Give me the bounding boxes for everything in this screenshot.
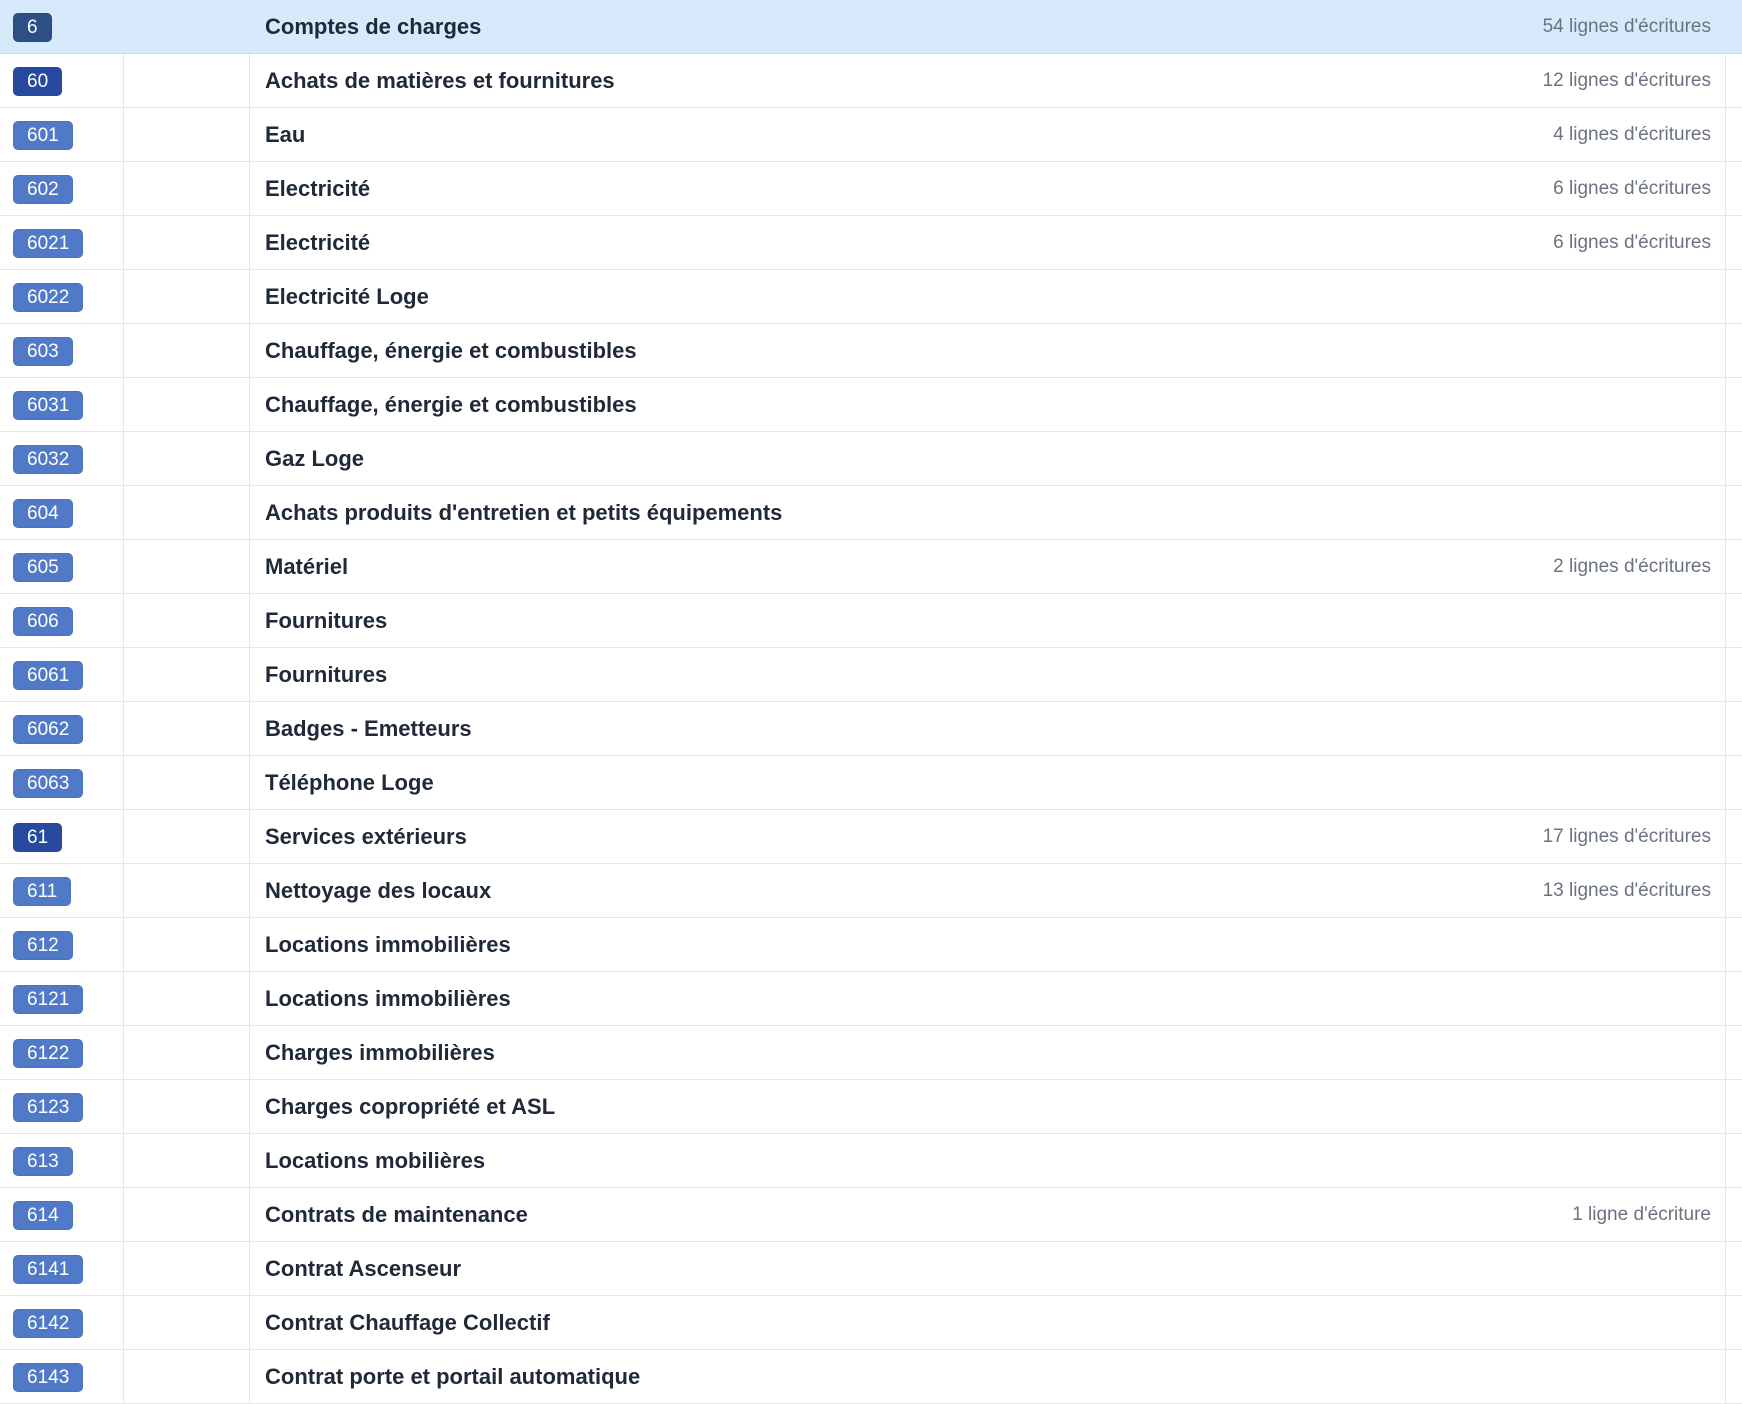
empty-cell <box>124 1350 250 1403</box>
account-label: Contrat porte et portail automatique <box>265 1364 641 1389</box>
table-row[interactable] <box>0 270 1742 324</box>
account-label-cell <box>250 378 1726 431</box>
table-row[interactable] <box>0 1296 1742 1350</box>
account-label: Electricité <box>265 176 371 201</box>
account-label-cell <box>250 648 1726 701</box>
table-row[interactable] <box>0 594 1742 648</box>
entry-count: 1 ligne d'écriture <box>1572 1204 1711 1225</box>
account-code-cell <box>0 324 124 377</box>
account-label-cell <box>250 432 1726 485</box>
account-label-cell <box>250 756 1726 809</box>
table-row[interactable] <box>0 486 1742 540</box>
account-label-cell <box>250 1242 1726 1295</box>
account-label: Charges copropriété et ASL <box>265 1094 556 1119</box>
account-label-cell <box>250 270 1726 323</box>
account-label-cell <box>250 864 1726 917</box>
account-label: Services extérieurs <box>265 824 467 849</box>
account-label-cell <box>250 810 1726 863</box>
account-code-badge: 6032 <box>13 445 83 474</box>
empty-cell <box>124 1242 250 1295</box>
account-label: Badges - Emetteurs <box>265 716 472 741</box>
account-code-cell <box>0 594 124 647</box>
account-code-badge: 6062 <box>13 715 83 744</box>
account-code-badge: 612 <box>13 931 73 960</box>
account-code-cell <box>0 810 124 863</box>
account-label-cell <box>250 540 1726 593</box>
account-code-badge: 6121 <box>13 985 83 1014</box>
table-row[interactable] <box>0 216 1742 270</box>
account-code-badge: 601 <box>13 121 73 150</box>
empty-cell <box>124 810 250 863</box>
account-code-cell <box>0 108 124 161</box>
account-label: Gaz Loge <box>265 446 365 471</box>
table-row[interactable] <box>0 1134 1742 1188</box>
account-code-cell <box>0 864 124 917</box>
table-row[interactable] <box>0 756 1742 810</box>
account-code-cell <box>0 972 124 1025</box>
account-label: Nettoyage des locaux <box>265 878 492 903</box>
account-code-badge: 603 <box>13 337 73 366</box>
table-row[interactable] <box>0 918 1742 972</box>
table-row[interactable] <box>0 648 1742 702</box>
table-row[interactable] <box>0 1188 1742 1242</box>
account-label-cell <box>250 216 1726 269</box>
account-label: Chauffage, énergie et combustibles <box>265 338 637 363</box>
account-code-badge: 6063 <box>13 769 83 798</box>
account-code-cell <box>0 54 124 107</box>
entry-count: 12 lignes d'écritures <box>1542 70 1711 91</box>
account-label: Locations mobilières <box>265 1148 486 1173</box>
account-code-cell <box>0 1134 124 1187</box>
entry-count: 17 lignes d'écritures <box>1542 826 1711 847</box>
account-label-cell <box>250 324 1726 377</box>
account-label: Contrats de maintenance <box>265 1202 528 1227</box>
empty-cell <box>124 54 250 107</box>
account-label-cell <box>250 1026 1726 1079</box>
account-code-cell <box>0 162 124 215</box>
empty-cell <box>124 756 250 809</box>
account-code-cell <box>0 1350 124 1403</box>
account-label: Locations immobilières <box>265 932 511 957</box>
table-row[interactable] <box>0 864 1742 918</box>
table-row[interactable] <box>0 324 1742 378</box>
empty-cell <box>124 1026 250 1079</box>
account-code-cell <box>0 756 124 809</box>
account-code-cell <box>0 702 124 755</box>
empty-cell <box>124 1134 250 1187</box>
account-label: Matériel <box>265 554 349 579</box>
table-row[interactable] <box>0 1080 1742 1134</box>
empty-cell <box>124 702 250 755</box>
account-code-cell <box>0 1242 124 1295</box>
account-code-badge: 614 <box>13 1201 73 1230</box>
account-code-cell <box>0 486 124 539</box>
account-label-cell <box>250 972 1726 1025</box>
account-label: Contrat Chauffage Collectif <box>265 1310 550 1335</box>
account-label-cell <box>250 162 1726 215</box>
table-row[interactable] <box>0 540 1742 594</box>
account-label-cell <box>250 0 1726 53</box>
empty-cell <box>124 864 250 917</box>
account-code-cell <box>0 918 124 971</box>
account-code-badge: 6061 <box>13 661 83 690</box>
empty-cell <box>124 432 250 485</box>
account-code-cell <box>0 1080 124 1133</box>
account-label: Chauffage, énergie et combustibles <box>265 392 637 417</box>
account-label: Electricité <box>265 230 371 255</box>
account-label-cell <box>250 702 1726 755</box>
account-label: Téléphone Loge <box>265 770 434 795</box>
account-code-badge: 6142 <box>13 1309 83 1338</box>
table-row[interactable] <box>0 162 1742 216</box>
account-code-cell <box>0 216 124 269</box>
account-code-badge: 606 <box>13 607 73 636</box>
table-row[interactable] <box>0 702 1742 756</box>
account-code-badge: 60 <box>13 67 62 96</box>
account-label: Achats produits d'entretien et petits équipements <box>265 500 783 525</box>
table-row[interactable] <box>0 1242 1742 1296</box>
account-code-cell <box>0 0 124 53</box>
table-row[interactable] <box>0 432 1742 486</box>
account-code-badge: 6141 <box>13 1255 83 1284</box>
account-code-badge: 613 <box>13 1147 73 1176</box>
table-row[interactable] <box>0 810 1742 864</box>
account-label-cell <box>250 1296 1726 1349</box>
empty-cell <box>124 972 250 1025</box>
account-code-badge: 6031 <box>13 391 83 420</box>
account-code-badge: 6022 <box>13 283 83 312</box>
table-row[interactable] <box>0 972 1742 1026</box>
entry-count: 6 lignes d'écritures <box>1553 178 1711 199</box>
account-label: Charges immobilières <box>265 1040 495 1065</box>
account-label: Fournitures <box>265 662 388 687</box>
account-label-cell <box>250 108 1726 161</box>
empty-cell <box>124 108 250 161</box>
account-code-badge: 6021 <box>13 229 83 258</box>
account-label-cell <box>250 918 1726 971</box>
account-label-cell <box>250 1188 1726 1241</box>
account-code-badge: 6123 <box>13 1093 83 1122</box>
account-code-badge: 604 <box>13 499 73 528</box>
account-code-cell <box>0 270 124 323</box>
account-label: Fournitures <box>265 608 388 633</box>
empty-cell <box>124 540 250 593</box>
account-label: Achats de matières et fournitures <box>265 68 615 93</box>
account-label-cell <box>250 1350 1726 1403</box>
entry-count: 54 lignes d'écritures <box>1542 16 1711 37</box>
entry-count: 2 lignes d'écritures <box>1553 556 1711 577</box>
entry-count: 6 lignes d'écritures <box>1553 232 1711 253</box>
account-code-badge: 602 <box>13 175 73 204</box>
empty-cell <box>124 1296 250 1349</box>
account-label-cell <box>250 1080 1726 1133</box>
account-code-badge: 61 <box>13 823 62 852</box>
empty-cell <box>124 378 250 431</box>
table-row[interactable] <box>0 1350 1742 1404</box>
account-code-cell <box>0 432 124 485</box>
account-code-cell <box>0 1026 124 1079</box>
empty-cell <box>124 1080 250 1133</box>
account-label: Comptes de charges <box>265 14 482 39</box>
account-label: Contrat Ascenseur <box>265 1256 462 1281</box>
empty-cell <box>124 648 250 701</box>
entry-count: 4 lignes d'écritures <box>1553 124 1711 145</box>
empty-cell <box>124 594 250 647</box>
account-label: Eau <box>265 122 306 147</box>
account-code-badge: 611 <box>13 877 71 906</box>
account-code-cell <box>0 1188 124 1241</box>
empty-cell <box>124 216 250 269</box>
table-row[interactable] <box>0 54 1742 108</box>
account-code-cell <box>0 648 124 701</box>
table-row[interactable] <box>0 1026 1742 1080</box>
account-label: Electricité Loge <box>265 284 429 309</box>
account-code-badge: 6122 <box>13 1039 83 1068</box>
account-label-cell <box>250 486 1726 539</box>
account-code-cell <box>0 1296 124 1349</box>
empty-cell <box>124 486 250 539</box>
empty-cell <box>124 918 250 971</box>
empty-cell <box>124 270 250 323</box>
account-label-cell <box>250 54 1726 107</box>
entry-count: 13 lignes d'écritures <box>1542 880 1711 901</box>
table-row[interactable] <box>0 378 1742 432</box>
table-row[interactable] <box>0 0 1742 54</box>
account-code-cell <box>0 540 124 593</box>
table-row[interactable] <box>0 108 1742 162</box>
account-code-badge: 605 <box>13 553 73 582</box>
account-label-cell <box>250 594 1726 647</box>
account-code-cell <box>0 378 124 431</box>
empty-cell <box>124 162 250 215</box>
empty-cell <box>124 1188 250 1241</box>
account-label-cell <box>250 1134 1726 1187</box>
account-code-badge: 6143 <box>13 1363 83 1392</box>
account-code-badge: 6 <box>13 13 52 42</box>
empty-cell <box>124 0 250 53</box>
account-label: Locations immobilières <box>265 986 511 1011</box>
empty-cell <box>124 324 250 377</box>
